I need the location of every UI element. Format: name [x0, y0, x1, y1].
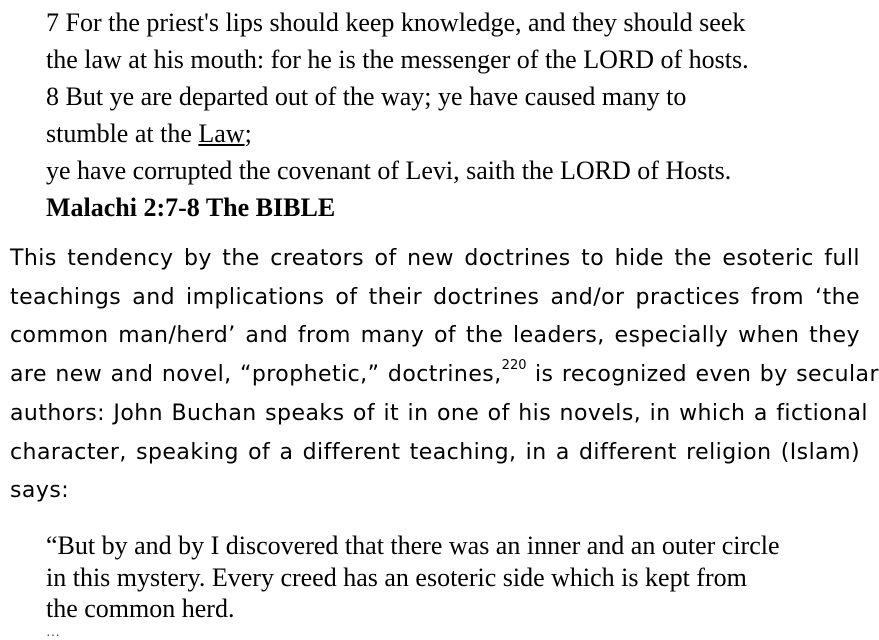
quote-text: ; [244, 119, 252, 148]
scripture-quote [46, 4, 866, 226]
paragraph-line: common man/herd’ and from many of the leaders, especially when they [10, 323, 860, 349]
law-link[interactable]: Law [198, 119, 245, 148]
paragraph-line: This tendency by the creators of new doctrines to hide the esoteric full [10, 246, 860, 271]
quote-line: “But by and by I discovered that there was an inner and an outer circle [46, 531, 780, 560]
quote-line: 7 For the priest's lips should keep knowledge, and they should seek [46, 8, 746, 37]
quote-text: stumble at the [46, 119, 199, 148]
quote-line: the common herd. [46, 594, 235, 623]
quote-citation: Malachi 2:7-8 The BIBLE [46, 193, 336, 222]
paragraph-text: are new and novel, “prophetic,” doctrines, [10, 362, 502, 388]
paragraph-line: authors: John Buchan speaks of it in one of his novels, in which a fictional [10, 400, 868, 426]
paragraph-text: is recognized even by secular [526, 362, 879, 388]
paragraph-line [10, 356, 879, 395]
continuation-ellipsis: … [46, 625, 60, 640]
quote-line [46, 115, 866, 152]
footnote-reference[interactable]: 220 [501, 358, 527, 374]
quote-line: the law at his mouth: for he is the messenger of the LORD of hosts. [46, 45, 749, 74]
quote-line: ye have corrupted the covenant of Levi, saith the LORD of Hosts. [46, 156, 732, 185]
paragraph-line: character, speaking of a different teaching, in a different religion (Islam) [10, 439, 860, 465]
quote-line: 8 But ye are departed out of the way; ye have caused many to [46, 82, 687, 111]
paragraph-line: teachings and implications of their doctrines and/or practices from ‘the [10, 284, 860, 310]
body-paragraph [10, 240, 879, 511]
block-quote [46, 530, 846, 625]
paragraph-line: says: [10, 478, 70, 504]
quote-line: in this mystery. Every creed has an esoteric side which is kept from [46, 562, 747, 592]
